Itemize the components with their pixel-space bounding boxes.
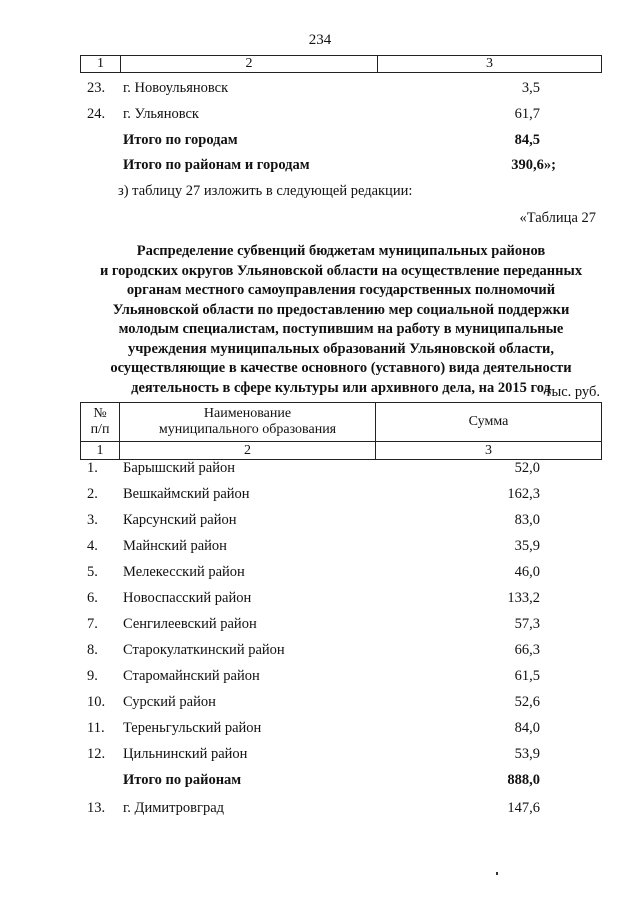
row-number: 11. [87,720,105,736]
row-value: 53,9 [514,746,540,762]
table-header [80,402,602,460]
row-number: 6. [87,590,98,606]
table-row [80,483,602,505]
table-row [80,561,602,583]
header-col-1: 1 [81,56,121,72]
continued-table-header [80,55,602,73]
total-label: Итого по городам [123,132,238,148]
row-value: 162,3 [507,486,540,502]
row-value: 133,2 [507,590,540,606]
row-number: 24. [87,106,106,122]
row-number: 10. [87,694,106,710]
row-value: 61,5 [514,668,540,684]
row-value: 46,0 [514,564,540,580]
column-number-3: 3 [485,442,492,458]
title-line: органам местного самоуправления государственных полномочий [126,282,556,298]
title-line: молодым специалистам, поступившим на работу в муниципальные [118,321,564,337]
row-value: 52,0 [514,460,540,476]
row-name: Новоспасский район [123,590,252,606]
row-name: г. Димитровград [123,800,225,816]
header-col-3: 3 [486,56,493,71]
total-districts-row [80,769,602,791]
total-cities-row [80,129,602,151]
table-row [80,457,602,479]
row-value: 84,0 [514,720,540,736]
row-name: Старомайнский район [123,668,260,684]
table-title [70,242,612,398]
page-number: 234 [308,32,332,48]
table-row [80,797,602,819]
row-name: Мелекесский район [123,564,245,580]
row-number: 12. [87,746,106,762]
table-row [80,535,602,557]
total-value: 84,5 [514,132,540,148]
row-name: г. Новоульяновск [123,80,229,96]
row-value: 52,6 [514,694,540,710]
row-value: 3,5 [521,80,540,96]
row-number: 3. [87,512,98,528]
row-name: Майнский район [123,538,227,554]
title-line: деятельность в сфере культуры или архивного дела, на 2015 год [131,379,551,396]
row-number: 5. [87,564,98,580]
title-line: осуществляющие в качестве основного (уставного) вида деятельности [110,360,572,376]
row-name: Вешкаймский район [123,486,250,502]
row-number: 1. [87,460,98,476]
row-number: 9. [87,668,98,684]
instruction-paragraph: з) таблицу 27 изложить в следующей редакции: [118,183,413,199]
row-number: 13. [87,800,106,816]
table-row [80,509,602,531]
table-row [80,743,602,765]
row-number: 2. [87,486,98,502]
total-all-row [80,154,602,176]
total-label: Итого по районам и городам [123,157,310,173]
scan-speck [496,872,498,875]
header-sum: Сумма [468,414,509,429]
table-row [80,665,602,687]
row-value: 147,6 [507,800,540,816]
row-value: 57,3 [514,616,540,632]
table-row [80,103,602,125]
row-number: 4. [87,538,98,554]
total-value: 390,6»; [511,157,556,173]
total-label: Итого по районам [123,772,242,788]
title-line: Ульяновской области по предоставлению мер социальной поддержки [112,301,570,318]
row-name: Тереньгульский район [123,720,262,736]
row-value: 66,3 [514,642,540,658]
row-name: Сурский район [123,694,216,710]
title-line: Распределение субвенций бюджетам муниципальных районов [136,243,546,259]
table-row [80,691,602,713]
table-caption: «Таблица 27 [519,210,596,226]
header-name: Наименование муниципального образования [120,403,376,441]
table-row [80,717,602,739]
table-row [80,77,602,99]
total-value: 888,0 [507,772,540,788]
title-line: и городских округов Ульяновской области на осуществление переданных [99,262,583,279]
table-row [80,613,602,635]
row-name: Барышский район [123,460,235,476]
row-name: Старокулаткинский район [123,642,285,658]
row-value: 83,0 [514,512,540,528]
column-number-2: 2 [120,442,376,459]
row-number: 23. [87,80,106,96]
header-col-2: 2 [121,56,378,72]
row-number: 7. [87,616,98,632]
title-line: учреждения муниципальных образований Ульяновской области, [127,340,555,357]
row-name: г. Ульяновск [123,106,199,122]
table-row [80,587,602,609]
row-number: 8. [87,642,98,658]
row-name: Цильнинский район [123,746,248,762]
row-name: Карсунский район [123,512,237,528]
row-name: Сенгилеевский район [123,616,257,632]
table-row [80,639,602,661]
row-value: 35,9 [514,538,540,554]
column-number-1: 1 [81,442,120,459]
header-number: № п/п [81,403,120,441]
row-value: 61,7 [514,106,540,122]
unit-label: тыс. руб. [545,384,600,400]
